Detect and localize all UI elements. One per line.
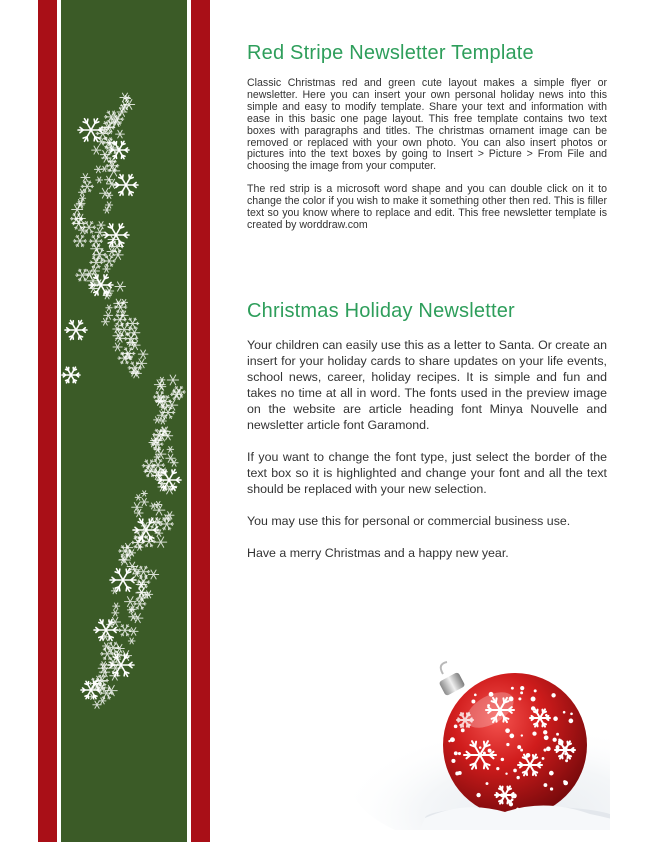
article2-paragraph: You may use this for personal or commercial business use. xyxy=(247,514,571,528)
christmas-ornament-image xyxy=(325,640,610,830)
article1-title: Red Stripe Newsletter Template xyxy=(247,42,534,64)
christmas-ornament-icon xyxy=(325,640,610,830)
left-red-stripe xyxy=(38,0,57,842)
snowflake-swirl-icon xyxy=(61,0,187,842)
article-red-stripe-template xyxy=(247,42,607,232)
article2-paragraph: Have a merry Christmas and a happy new year. xyxy=(247,546,509,560)
article1-paragraph: The red strip is a microsoft word shape and you can double click on it to change the color if you wish to make it something other then red. This is filler text so you know where to replace and edit. This free newsletter template is created by worddraw.com xyxy=(247,183,607,231)
right-red-stripe xyxy=(191,0,210,842)
article2-paragraph: Your children can easily use this as a letter to Santa. Or create an insert for your holiday cards to share updates on your life events, school news, career, holiday recipes. It is simple and fun and takes no time at all in word. The fonts used in the preview image on the website are article heading font Minya Nouvelle and newsletter article font Garamond. xyxy=(247,338,607,432)
article2-title: Christmas Holiday Newsletter xyxy=(247,300,515,322)
article1-paragraph: Classic Christmas red and green cute layout makes a simple flyer or newsletter. Here you can insert your own personal holiday news into this simple and easy to modify template. Share your text and information with ease in this basic one page layout. This free template contains two text boxes with paragraphs and titles. The christmas ornament image can be removed or replaced with your own photo. You can also insert photos or pictures into the text boxes by going to Insert > Picture > From File and choosing the image from your computer. xyxy=(247,77,607,173)
article-christmas-holiday xyxy=(247,300,607,561)
article2-paragraph: If you want to change the font type, just select the border of the text box so it is highlighted and change your font and all the text should be replaced with your new selection. xyxy=(247,450,607,496)
